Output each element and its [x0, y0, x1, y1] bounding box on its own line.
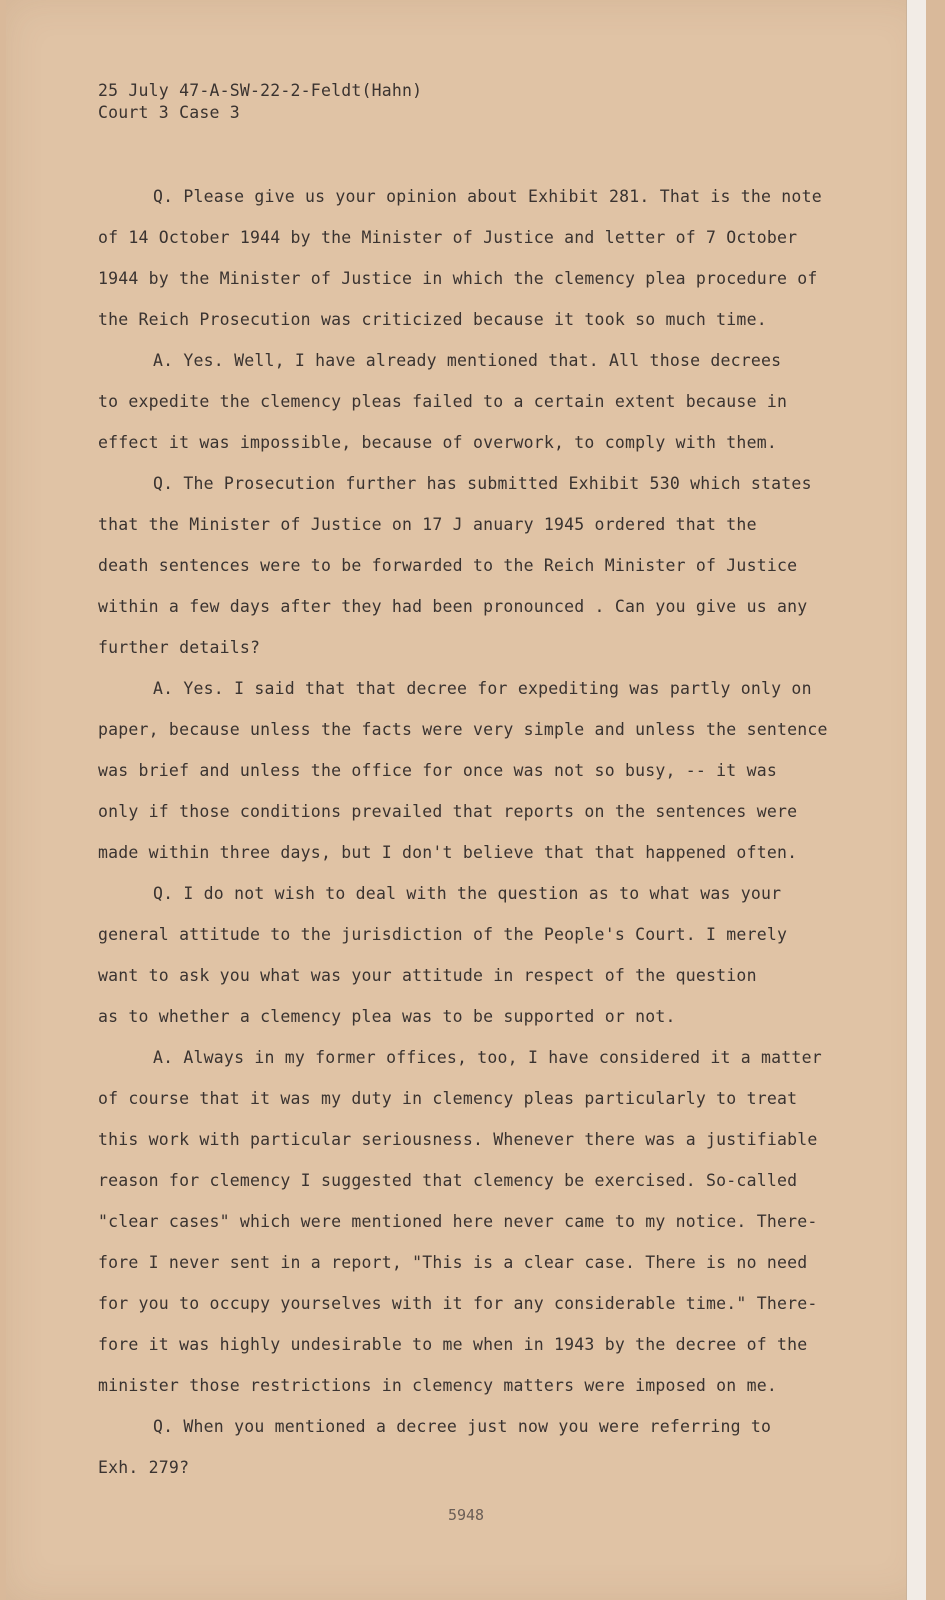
transcript-line: 1944 by the Minister of Justice in which the clemency plea procedure of: [98, 269, 818, 288]
transcript-line: want to ask you what was your attitude in respect of the question: [98, 966, 757, 985]
transcript-line: further details?: [98, 638, 261, 657]
header-case-reference: 25 July 47-A-SW-22-2-Feldt(Hahn): [98, 81, 423, 100]
transcript-line: death sentences were to be forwarded to the Reich Minister of Justice: [98, 556, 798, 575]
document-header: [98, 80, 422, 124]
transcript-line: as to whether a clemency plea was to be supported or not.: [98, 1007, 676, 1026]
transcript-line: that the Minister of Justice on 17 J anuary 1945 ordered that the: [98, 515, 757, 534]
transcript-line: of 14 October 1944 by the Minister of Justice and letter of 7 October: [98, 228, 798, 247]
transcript-line: Q. Please give us your opinion about Exhibit 281. That is the note: [153, 187, 822, 206]
transcript-line: "clear cases" which were mentioned here never came to my notice. There-: [98, 1212, 818, 1231]
document-page: [6, 0, 926, 1600]
transcript-line: A. Yes. I said that that decree for expediting was partly only on: [153, 679, 812, 698]
transcript-line: Q. I do not wish to deal with the question as to what was your: [153, 884, 782, 903]
header-court-case: Court 3 Case 3: [98, 103, 240, 122]
transcript-line: fore it was highly undesirable to me when in 1943 by the decree of the: [98, 1335, 808, 1354]
transcript-line: Q. The Prosecution further has submitted Exhibit 530 which states: [153, 474, 812, 493]
transcript-line: made within three days, but I don't believe that that happened often.: [98, 843, 798, 862]
transcript-line: for you to occupy yourselves with it for any considerable time." There-: [98, 1294, 818, 1313]
transcript-line: general attitude to the jurisdiction of the People's Court. I merely: [98, 925, 788, 944]
transcript-line: fore I never sent in a report, "This is a clear case. There is no need: [98, 1253, 808, 1272]
transcript-line: effect it was impossible, because of overwork, to comply with them.: [98, 433, 777, 452]
transcript-line: Exh. 279?: [98, 1458, 190, 1477]
transcript-line: of course that it was my duty in clemency pleas particularly to treat: [98, 1089, 798, 1108]
page-number: 5948: [447, 1506, 485, 1524]
transcript-body: [98, 176, 838, 1488]
transcript-line: paper, because unless the facts were very simple and unless the sentence: [98, 720, 828, 739]
transcript-line: A. Yes. Well, I have already mentioned that. All those decrees: [153, 351, 782, 370]
transcript-line: reason for clemency I suggested that clemency be exercised. So-called: [98, 1171, 798, 1190]
transcript-line: only if those conditions prevailed that reports on the sentences were: [98, 802, 798, 821]
transcript-line: A. Always in my former offices, too, I have considered it a matter: [153, 1048, 822, 1067]
transcript-line: was brief and unless the office for once was not so busy, -- it was: [98, 761, 777, 780]
transcript-line: this work with particular seriousness. Whenever there was a justifiable: [98, 1130, 818, 1149]
transcript-line: Q. When you mentioned a decree just now you were referring to: [153, 1417, 772, 1436]
transcript-line: minister those restrictions in clemency matters were imposed on me.: [98, 1376, 777, 1395]
paper-edge: [906, 0, 926, 1600]
transcript-line: the Reich Prosecution was criticized because it took so much time.: [98, 310, 767, 329]
transcript-line: to expedite the clemency pleas failed to a certain extent because in: [98, 392, 788, 411]
transcript-line: within a few days after they had been pronounced . Can you give us any: [98, 597, 808, 616]
